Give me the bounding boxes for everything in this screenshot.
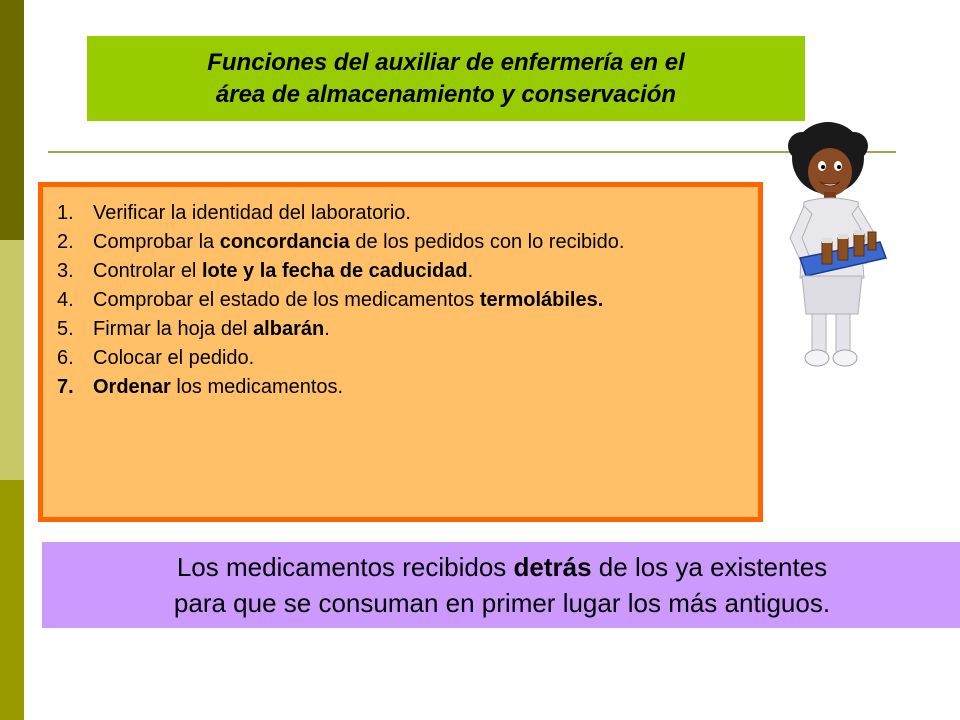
item-number: 6.: [57, 347, 74, 369]
list-item: [57, 257, 746, 286]
item-number: 2.: [57, 231, 74, 253]
list-item: [57, 286, 746, 315]
note-box: [42, 542, 960, 628]
list-item: [57, 373, 746, 402]
list-item: [57, 344, 746, 373]
divider-line: [48, 151, 896, 153]
functions-list: [57, 199, 746, 402]
title-box: [87, 36, 805, 121]
nurse-illustration: [780, 118, 890, 376]
nurse-face: [808, 148, 852, 196]
title-line-1: Funciones del auxiliar de enfermería en el: [207, 48, 685, 76]
item-text: Verificar la identidad del laboratorio.: [93, 202, 411, 224]
list-item: [57, 228, 746, 257]
item-number: 7.: [57, 376, 74, 398]
item-text: Controlar el lote y la fecha de caducidad.: [93, 260, 474, 282]
side-bar-light: [0, 240, 24, 480]
item-number: 5.: [57, 318, 74, 340]
title-line-2: área de almacenamiento y conservación: [215, 80, 677, 108]
item-text: Ordenar los medicamentos.: [93, 376, 344, 398]
item-number: 1.: [57, 202, 74, 224]
item-text: Firmar la hoja del albarán.: [93, 318, 330, 340]
functions-list-box: [38, 182, 763, 522]
item-text: Colocar el pedido.: [93, 347, 255, 369]
item-text: Comprobar el estado de los medicamentos termolábiles.: [93, 289, 604, 311]
list-item: [57, 199, 746, 228]
item-number: 3.: [57, 260, 74, 282]
item-text: Comprobar la concordancia de los pedidos con lo recibido.: [93, 231, 625, 253]
list-item: [57, 315, 746, 344]
item-number: 4.: [57, 289, 74, 311]
side-bar-olive: [0, 480, 24, 720]
slide-title: [207, 47, 685, 111]
side-bar-dark: [0, 0, 24, 240]
note-text: Los medicamentos recibidos detrás de los ya existentes para que se consuman en primer lugar los más antiguos.: [173, 552, 831, 618]
